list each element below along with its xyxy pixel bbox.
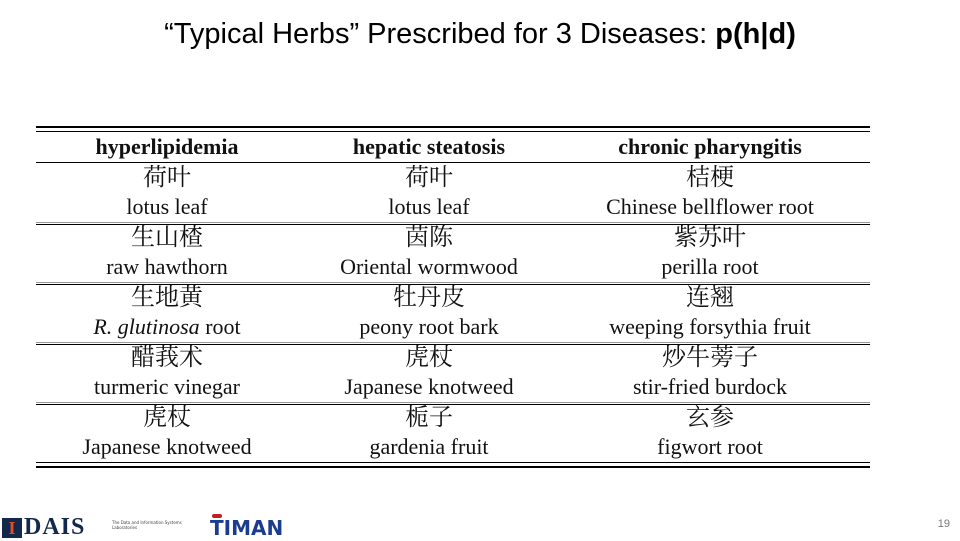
herb-chinese-name: 虎杖 — [143, 403, 191, 431]
herb-chinese-name: 醋莪术 — [131, 343, 203, 371]
page-number: 19 — [937, 518, 950, 530]
timan-logo: TIMAN — [210, 516, 284, 540]
herb-chinese-name: 荷叶 — [143, 163, 191, 191]
dais-logo: DAIS — [24, 514, 86, 540]
herb-english-name: Oriental wormwood — [340, 254, 518, 279]
herb-english-name: weeping forsythia fruit — [609, 314, 811, 339]
herb-english-name: turmeric vinegar — [94, 374, 240, 399]
herb-chinese-name: 桔梗 — [686, 163, 734, 191]
slide-title-text: “Typical Herbs” Prescribed for 3 Diseases: — [164, 18, 716, 50]
herb-english-name: lotus leaf — [126, 194, 208, 219]
herb-chinese-name: 炒牛蒡子 — [662, 343, 758, 371]
herb-latin-name: R. glutinosa — [93, 314, 200, 339]
herb-chinese-name: 虎杖 — [405, 343, 453, 371]
table-bottom-rule-2 — [36, 466, 870, 468]
slide-title — [0, 18, 960, 51]
table-top-rule — [36, 126, 870, 128]
herb-english-name: figwort root — [657, 434, 763, 459]
herb-english-name: lotus leaf — [388, 194, 470, 219]
herb-chinese-name: 茵陈 — [405, 223, 453, 251]
herb-chinese-name: 牡丹皮 — [393, 283, 465, 311]
herb-english-name — [36, 314, 298, 340]
herb-english-name: Japanese knotweed — [344, 374, 514, 399]
herb-chinese-name: 紫苏叶 — [674, 223, 746, 251]
herb-english-name: raw hawthorn — [106, 254, 228, 279]
herb-english-name: Chinese bellflower root — [606, 194, 814, 219]
herb-english-name: gardenia fruit — [369, 434, 489, 459]
herb-chinese-name: 连翘 — [686, 283, 734, 311]
herb-chinese-name: 栀子 — [405, 403, 453, 431]
herb-chinese-name: 荷叶 — [405, 163, 453, 191]
illinois-logo: I — [2, 518, 22, 538]
herb-english-name-suffix: root — [199, 314, 241, 339]
column-header-hepatic-steatosis: hepatic steatosis — [352, 134, 506, 159]
herb-chinese-name: 玄参 — [686, 403, 734, 431]
table-bottom-rule — [36, 462, 870, 463]
dais-logo-subtitle: The Data and Information Systems Laboratories — [112, 520, 182, 530]
herb-chinese-name: 生地黄 — [131, 283, 203, 311]
column-header-chronic-pharyngitis: chronic pharyngitis — [618, 134, 802, 159]
slide-title-formula: p(h|d) — [715, 18, 796, 50]
column-header-hyperlipidemia: hyperlipidemia — [95, 134, 239, 159]
herb-english-name: Japanese knotweed — [82, 434, 252, 459]
herb-english-name: stir-fried burdock — [632, 374, 788, 399]
herb-chinese-name: 生山楂 — [131, 223, 203, 251]
herb-english-name: peony root bark — [359, 314, 499, 339]
table-top-rule-2 — [36, 131, 870, 132]
herb-english-name: perilla root — [661, 254, 759, 279]
herb-table — [36, 126, 870, 468]
